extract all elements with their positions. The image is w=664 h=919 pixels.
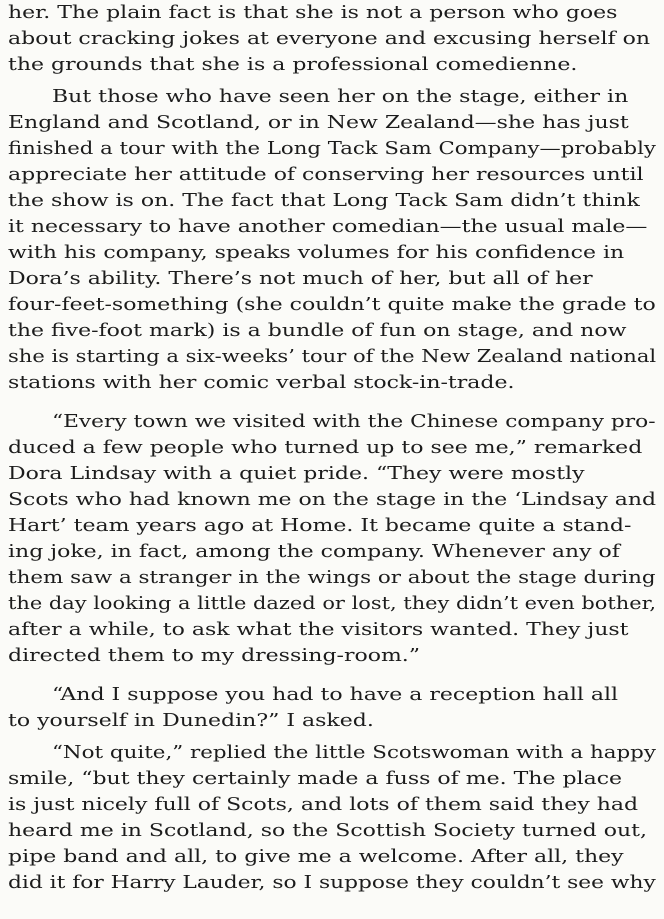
- text-line: the grounds that she is a professional comedienne.: [8, 55, 578, 75]
- text-line: them saw a stranger in the wings or about the stage during: [8, 568, 656, 588]
- text-line: is just nicely full of Scots, and lots of them said they had: [8, 795, 639, 815]
- text-line: “Every town we visited with the Chinese company pro-: [52, 412, 656, 432]
- text-line: heard me in Scotland, so the Scottish Society turned out,: [8, 821, 647, 841]
- text-line: it necessary to have another comedian—the usual male—: [8, 217, 648, 237]
- text-line: appreciate her attitude of conserving her resources until: [8, 165, 644, 185]
- text-line: duced a few people who turned up to see me,” remarked: [8, 438, 643, 458]
- text-line: pipe band and all, to give me a welcome. After all, they: [8, 847, 624, 867]
- text-line: about cracking jokes at everyone and excusing herself on: [8, 29, 651, 49]
- text-line: finished a tour with the Long Tack Sam Company—probably: [8, 139, 656, 159]
- text-line: the five-foot mark) is a bundle of fun on stage, and now: [8, 321, 627, 341]
- text-line: the day looking a little dazed or lost, they didn’t even bother,: [8, 594, 656, 614]
- text-line: her. The plain fact is that she is not a person who goes: [8, 3, 618, 23]
- text-line: did it for Harry Lauder, so I suppose they couldn’t see why: [8, 873, 656, 893]
- text-line: “And I suppose you had to have a reception hall all: [52, 685, 619, 705]
- text-line: smile, “but they certainly made a fuss of me. The place: [8, 769, 623, 789]
- text-line: Dora’s ability. There’s not much of her, but all of her: [8, 269, 593, 289]
- text-line: England and Scotland, or in New Zealand—she has just: [8, 113, 629, 133]
- text-line: she is starting a six-weeks’ tour of the New Zealand national: [8, 347, 657, 367]
- text-line: four-feet-something (she couldn’t quite make the grade to: [8, 295, 656, 315]
- text-line: stations with her comic verbal stock-in-trade.: [8, 373, 515, 393]
- text-line: to yourself in Dunedin?” I asked.: [8, 711, 374, 731]
- text-line: Scots who had known me on the stage in the ‘Lindsay and: [8, 490, 657, 510]
- text-line: ing joke, in fact, among the company. Whenever any of: [8, 542, 620, 562]
- text-line: the show is on. The fact that Long Tack Sam didn’t think: [8, 191, 640, 211]
- text-line: directed them to my dressing-room.”: [8, 646, 421, 666]
- text-line: But those who have seen her on the stage, either in: [52, 87, 629, 107]
- text-line: “Not quite,” replied the little Scotswoman with a happy: [52, 743, 656, 763]
- text-line: after a while, to ask what the visitors wanted. They just: [8, 620, 629, 640]
- text-line: Hart’ team years ago at Home. It became quite a stand-: [8, 516, 632, 536]
- text-line: with his company, speaks volumes for his confidence in: [8, 243, 625, 263]
- text-line: Dora Lindsay with a quiet pride. “They were mostly: [8, 464, 585, 484]
